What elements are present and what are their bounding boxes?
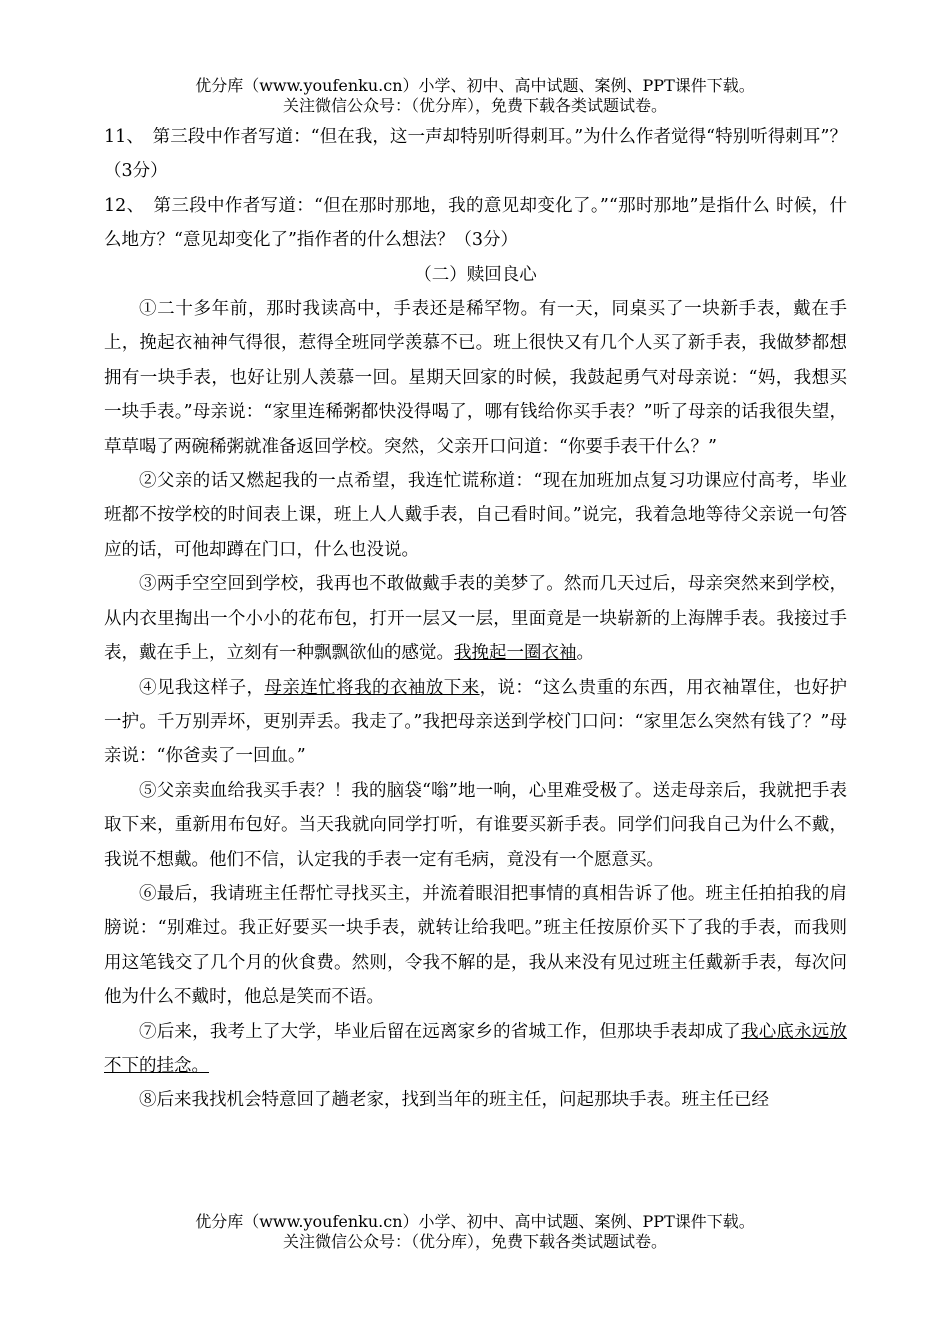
paragraph-4	[104, 671, 847, 774]
underlined-sentence-mother-lowers-sleeve: 母亲连忙将我的衣袖放下来	[264, 677, 480, 698]
paragraph-1: ①二十多年前，那时我读高中，手表还是稀罕物。有一天，同桌买了一块新手表，戴在手上，挽起衣袖神气得很，惹得全班同学羡慕不已。班上很快又有几个人买了新手表，我做梦都想拥有一块手表，也好让别人羡慕一回。星期天回家的时候，我鼓起勇气对母亲说：“妈，我想买一块手表。”母亲说：“家里连稀粥都快没得喝了，哪有钱给你买手表？”听了母亲的话我很失望，草草喝了两碗稀粥就准备返回学校。突然，父亲开口问道：“你要手表干什么？”	[104, 299, 847, 457]
question-11: 11、 第三段中作者写道：“但在我，这一声却特别听得刺耳。”为什么作者觉得“特别听得刺耳”？ （3分）	[104, 127, 865, 182]
footer-line-2: 关注微信公众号：（优分库），免费下载各类试题试卷。	[282, 1232, 667, 1251]
paragraph-7-text: ⑦后来，我考上了大学，毕业后留在远离家乡的省城工作，但那块手表却成了	[139, 1021, 741, 1042]
paragraph-4-start: ④见我这样子，	[139, 677, 265, 698]
header-line-2: 关注微信公众号：（优分库），免费下载各类试题试卷。	[282, 96, 667, 115]
page-footer	[0, 1212, 950, 1252]
footer-line-1: 优分库（www.youfenku.cn）小学、初中、高中试题、案例、PPT课件下载。	[195, 1212, 755, 1231]
paragraph-3-end: 。	[576, 643, 594, 664]
section-title: （二）赎回良心	[414, 264, 537, 285]
question-12: 12、 第三段中作者写道：“但在那时那地，我的意见却变化了。”“那时那地”是指什么 时候，什么地方？“意见却变化了”指作者的什么想法？（3分）	[104, 195, 847, 251]
paragraph-5: ⑤父亲卖血给我买手表？！我的脑袋“嗡”地一响，心里难受极了。送走母亲后，我就把手表取下来，重新用布包好。当天我就向同学打听，有谁要买新手表。同学们问我自己为什么不戴，我说不想戴。他们不信，认定我的手表一定有毛病，竟没有一个愿意买。	[104, 780, 847, 870]
paragraph-3-text: ③两手空空回到学校，我再也不敢做戴手表的美梦了。然而几天过后，母亲突然来到学校，从内衣里掏出一个小小的花布包，打开一层又一层，里面竟是一块崭新的上海牌手表。我接过手表，戴在手上，立刻有一种飘飘欲仙的感觉。	[104, 574, 847, 664]
underlined-sentence-concern: 我心底永远放不下的挂念。	[104, 1021, 848, 1076]
paragraph-3	[104, 567, 847, 670]
paragraph-4-text: ，说：“这么贵重的东西，用衣袖罩住，也好护一护。千万别弄坏，更别弄丢。我走了。”我把母亲送到学校门口问：“家里怎么突然有钱了？”母亲说：“你爸卖了一回血。”	[104, 677, 848, 767]
paragraph-2: ②父亲的话又燃起我的一点希望，我连忙谎称道：“现在加班加点复习功课应付高考，毕业班都不按学校的时间表上课，班上人人戴手表，自己看时间。”说完，我着急地等待父亲说一句答应的话，可他却蹲在门口，什么也没说。	[104, 471, 847, 560]
header-line-1: 优分库（www.youfenku.cn）小学、初中、高中试题、案例、PPT课件下载。	[195, 76, 755, 95]
paragraph-6: ⑥最后，我请班主任帮忙寻找买主，并流着眼泪把事情的真相告诉了他。班主任拍拍我的肩膀说：“别难过。我正好要买一块手表，就转让给我吧。”班主任按原价买下了我的手表，而我则用这笔钱交了几个月的伙食费。然则，令我不解的是，我从来没有见过班主任戴新手表，每次问他为什么不戴时，他总是笑而不语。	[104, 883, 847, 1008]
paragraph-8: ⑧后来我找机会特意回了趟老家，找到当年的班主任，问起那块手表。班主任已经	[139, 1090, 769, 1111]
page-header	[0, 76, 950, 116]
document-body	[104, 120, 865, 1118]
paragraph-7	[104, 1015, 847, 1084]
underlined-sentence-sleeve-rolled: 我挽起一圈衣袖	[454, 643, 577, 664]
